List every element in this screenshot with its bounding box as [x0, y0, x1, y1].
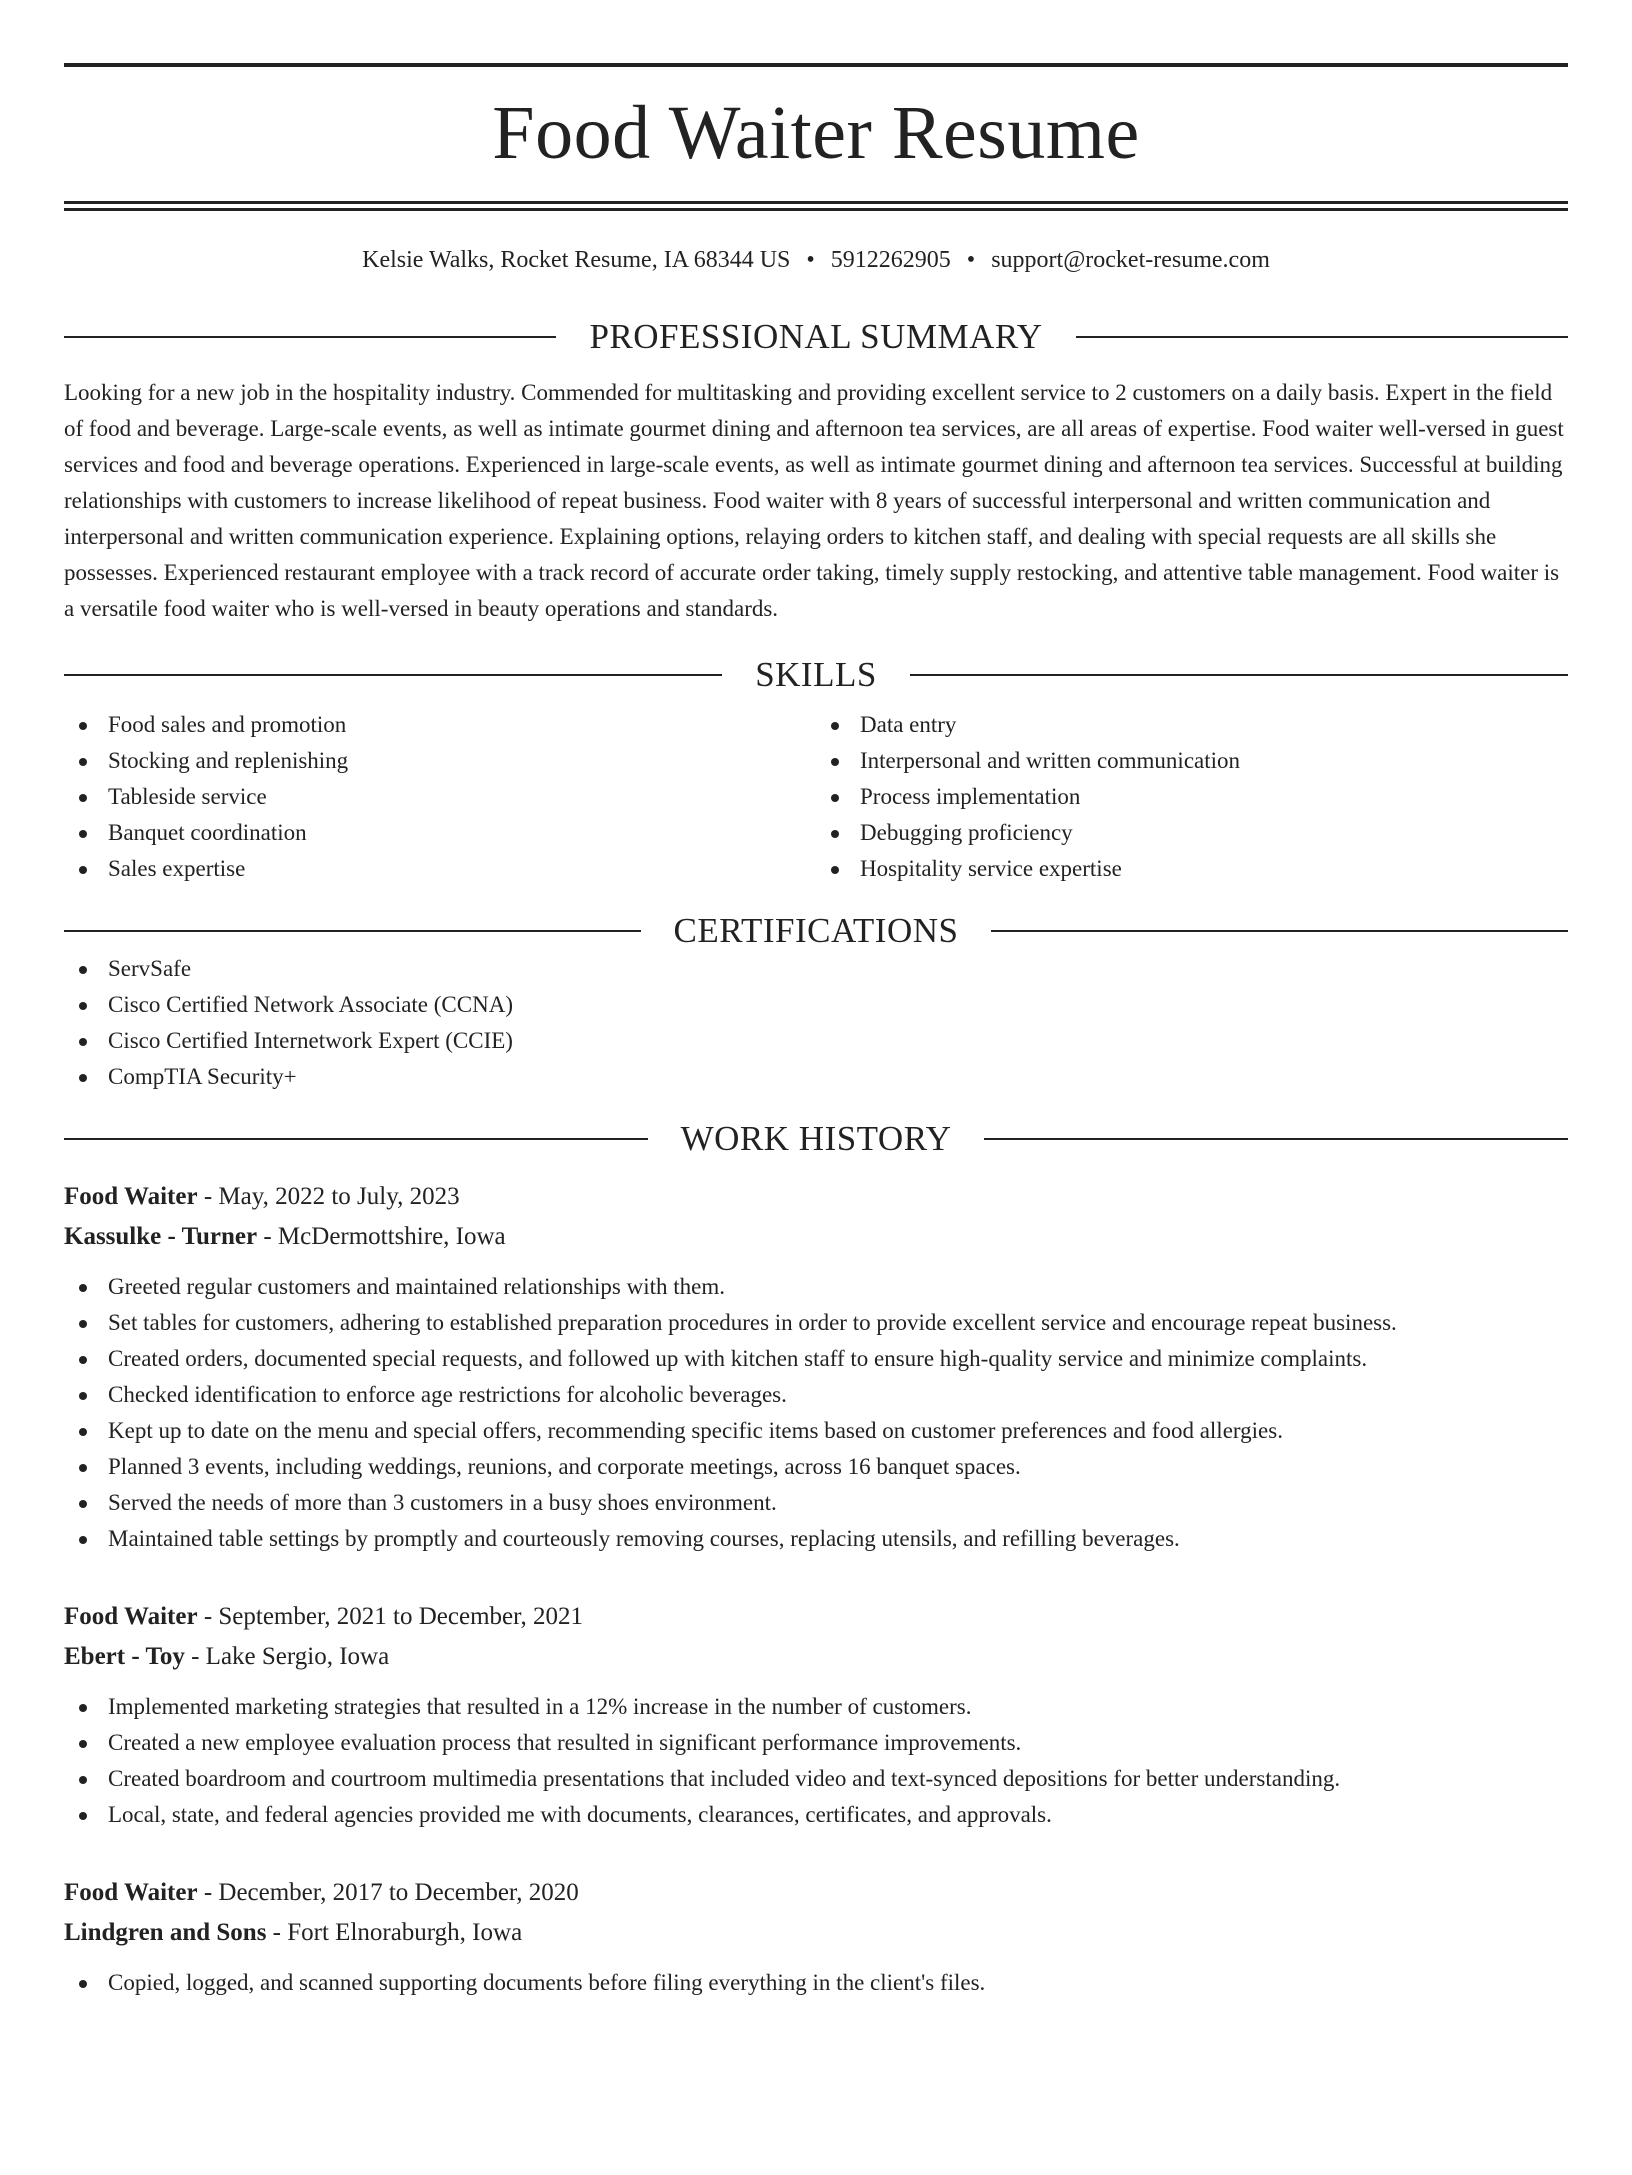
summary-text: Looking for a new job in the hospitality industry. Commended for multitasking and providing excellent service to 2 customers on a daily basis. Expert in the field of food and beverage. Large-scale events, as well as intimate gourmet dining and afternoon tea services, are all areas of expertise. Food waiter well-versed in guest services and food and beverage operations. Experienced in large-scale events, as well as intimate gourmet dining and afternoon tea services. Successful at building relationships with customers to increase likelihood of repeat business. Food waiter with 8 years of successful interpersonal and written communication and interpersonal and written communication experience. Explaining options, relaying orders to kitchen staff, and dealing with special requests are all skills she possesses. Experienced restaurant employee with a track record of accurate order taking, timely supply restocking, and attentive table management. Food waiter is a versatile food waiter who is well-versed in beauty operations and standards. [64, 380, 1564, 621]
certifications-heading: CERTIFICATIONS [673, 911, 959, 950]
job-entry [64, 1873, 1568, 2001]
job-location: - Lake Sergio, Iowa [184, 1643, 390, 1670]
job-duty-item: Created boardroom and courtroom multimedia presentations that included video and text-synced depositions for better understanding. [64, 1761, 1568, 1797]
job-title-line [64, 1873, 1568, 1913]
section-rule [991, 930, 1568, 932]
contact-address: Kelsie Walks, Rocket Resume, IA 68344 US [362, 247, 791, 273]
job-duty-item: Served the needs of more than 3 customers in a busy shoes environment. [64, 1485, 1568, 1521]
job-duties-list [64, 1965, 1568, 2001]
summary-heading: PROFESSIONAL SUMMARY [589, 317, 1043, 356]
skill-item: Interpersonal and written communication [816, 743, 1568, 779]
job-dates: - September, 2021 to December, 2021 [197, 1603, 583, 1630]
skill-item: Tableside service [64, 779, 816, 815]
job-duty-item: Greeted regular customers and maintained relationships with them. [64, 1269, 1568, 1305]
job-duty-item: Created a new employee evaluation process that resulted in significant performance improvements. [64, 1725, 1568, 1761]
job-dates: - December, 2017 to December, 2020 [197, 1879, 579, 1906]
section-rule [64, 1138, 648, 1140]
contact-separator: • [966, 247, 976, 273]
job-duty-item: Implemented marketing strategies that resulted in a 12% increase in the number of customers. [64, 1689, 1568, 1725]
job-location: - McDermottshire, Iowa [257, 1223, 506, 1250]
skill-item: Stocking and replenishing [64, 743, 816, 779]
certification-item: Cisco Certified Internetwork Expert (CCIE) [64, 1023, 1568, 1059]
job-duty-item: Checked identification to enforce age restrictions for alcoholic beverages. [64, 1377, 1568, 1413]
resume-title: Food Waiter Resume [492, 91, 1140, 175]
job-title-line [64, 1177, 1568, 1217]
section-rule [984, 1138, 1568, 1140]
contact-separator: • [806, 247, 815, 273]
job-entry [64, 1597, 1568, 1833]
skill-item: Debugging proficiency [816, 815, 1568, 851]
section-rule [64, 674, 722, 676]
job-duty-item: Set tables for customers, adhering to established preparation procedures in order to provide excellent service and encourage repeat business. [64, 1305, 1568, 1341]
skills-column-right [816, 707, 1568, 887]
certification-item: ServSafe [64, 951, 1568, 987]
summary-section-header [64, 317, 1568, 357]
certification-item: Cisco Certified Network Associate (CCNA) [64, 987, 1568, 1023]
skill-item: Data entry [816, 707, 1568, 743]
job-duty-item: Created orders, documented special requests, and followed up with kitchen staff to ensure high-quality service and minimize complaints. [64, 1341, 1568, 1377]
work-history-section-header [64, 1119, 1568, 1159]
top-rule [64, 63, 1568, 67]
resume-page [0, 63, 1632, 2175]
certifications-section-header [64, 911, 1568, 951]
contact-phone: 5912262905 [830, 247, 951, 273]
section-rule [1076, 336, 1568, 338]
job-dates: - May, 2022 to July, 2023 [197, 1183, 460, 1210]
contact-email: support@rocket-resume.com [991, 247, 1270, 273]
skills-section-header [64, 655, 1568, 695]
skill-item: Sales expertise [64, 851, 816, 887]
job-company: Kassulke - Turner [64, 1223, 258, 1250]
skills-list [64, 707, 1568, 887]
section-rule [64, 336, 556, 338]
section-rule [64, 930, 641, 932]
contact-line [64, 245, 1568, 275]
job-role: Food Waiter [64, 1183, 198, 1210]
skills-heading: SKILLS [755, 655, 877, 694]
section-rule [910, 674, 1568, 676]
skill-item: Banquet coordination [64, 815, 816, 851]
job-company: Lindgren and Sons [64, 1919, 267, 1946]
title-double-rule [64, 201, 1568, 211]
job-company-line [64, 1217, 1568, 1257]
job-entry [64, 1177, 1568, 1557]
skills-column-left [64, 707, 816, 887]
job-company-line [64, 1913, 1568, 1953]
job-title-line [64, 1597, 1568, 1637]
work-history-heading: WORK HISTORY [680, 1119, 952, 1158]
job-location: - Fort Elnoraburgh, Iowa [266, 1919, 523, 1946]
job-duty-item: Local, state, and federal agencies provided me with documents, clearances, certificates, and approvals. [64, 1797, 1568, 1833]
skill-item: Process implementation [816, 779, 1568, 815]
job-duties-list [64, 1689, 1568, 1833]
job-role: Food Waiter [64, 1879, 198, 1906]
job-duty-item: Kept up to date on the menu and special offers, recommending specific items based on customer preferences and food allergies. [64, 1413, 1568, 1449]
job-company-line [64, 1637, 1568, 1677]
job-company: Ebert - Toy [64, 1643, 185, 1670]
certification-item: CompTIA Security+ [64, 1059, 1568, 1095]
job-duty-item: Copied, logged, and scanned supporting documents before filing everything in the client's files. [64, 1965, 1568, 2001]
skill-item: Food sales and promotion [64, 707, 816, 743]
skill-item: Hospitality service expertise [816, 851, 1568, 887]
job-duty-item: Maintained table settings by promptly and courteously removing courses, replacing utensils, and refilling beverages. [64, 1521, 1568, 1557]
job-duties-list [64, 1269, 1568, 1557]
certifications-list [64, 951, 1568, 1095]
job-role: Food Waiter [64, 1603, 198, 1630]
job-duty-item: Planned 3 events, including weddings, reunions, and corporate meetings, across 16 banquet spaces. [64, 1449, 1568, 1485]
